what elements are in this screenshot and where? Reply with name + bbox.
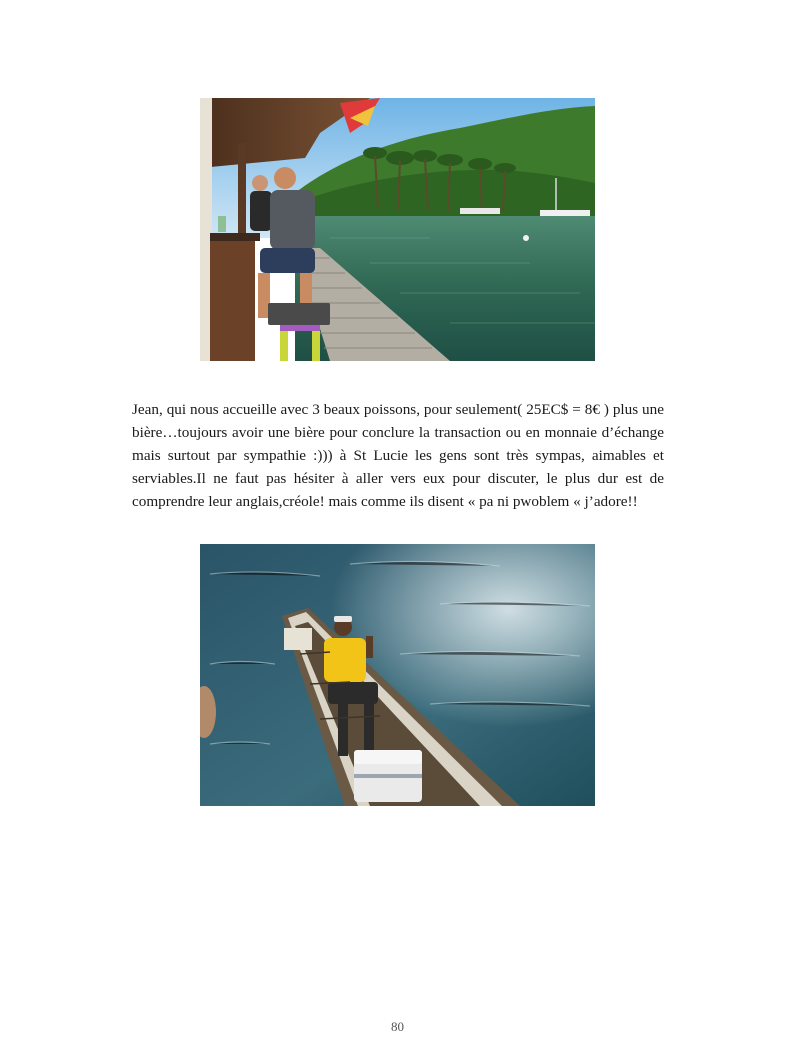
fisherman-boat-image — [200, 544, 595, 806]
fisherman-boat-photo — [200, 544, 595, 806]
dock-bar-image — [200, 98, 595, 361]
body-paragraph: Jean, qui nous accueille avec 3 beaux poissons, pour seulement( 25EC$ = 8€ ) plus une bière…toujours avoir une bière pour conclure la transaction ou en monnaie d’échange mais surtout par sympathie :))) à St Lucie les gens sont très sympas, aimables et serviables.Il ne faut pas hésiter à aller vers eux pour discuter, le plus dur est de comprendre leur anglais,créole! mais comme ils disent « pa ni pwoblem « j’adore!! — [132, 401, 664, 510]
dock-bar-photo — [200, 98, 595, 361]
page-number: 80 — [391, 1019, 404, 1034]
